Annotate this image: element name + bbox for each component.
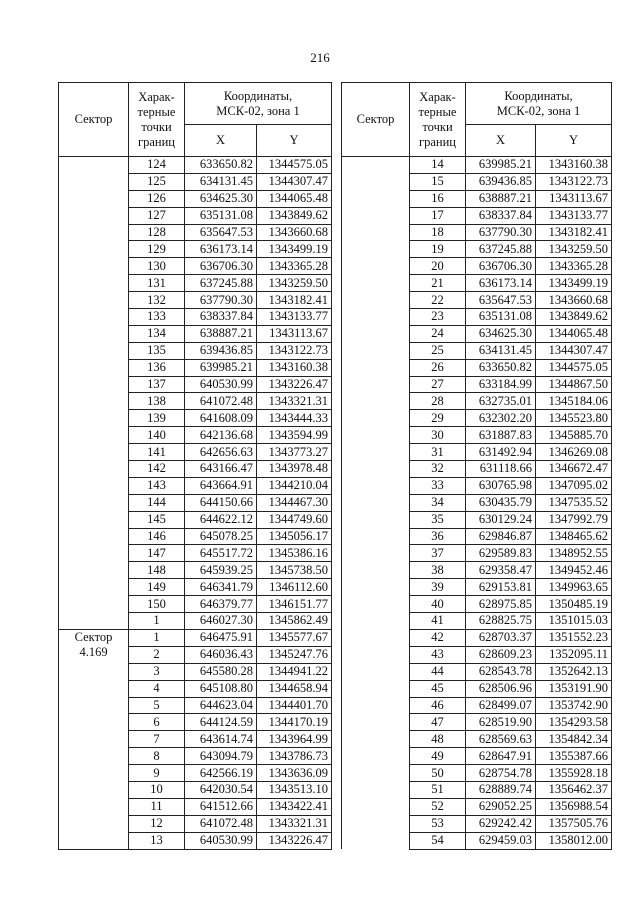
- point-cell: 37: [410, 545, 466, 562]
- y-cell: 1343365.28: [257, 258, 332, 275]
- point-cell: 131: [129, 275, 185, 292]
- point-cell: 23: [410, 309, 466, 326]
- y-cell: 1347095.02: [536, 477, 612, 494]
- x-cell: 630765.98: [466, 477, 536, 494]
- y-cell: 1344210.04: [257, 477, 332, 494]
- x-cell: 645580.28: [185, 663, 257, 680]
- x-cell: 628825.75: [466, 613, 536, 630]
- x-header: X: [466, 125, 536, 157]
- page-number: 216: [310, 50, 330, 65]
- point-cell: 124: [129, 157, 185, 174]
- y-cell: 1343513.10: [257, 781, 332, 798]
- x-cell: 634131.45: [466, 342, 536, 359]
- y-cell: 1348952.55: [536, 545, 612, 562]
- point-cell: 130: [129, 258, 185, 275]
- x-cell: 645078.25: [185, 528, 257, 545]
- y-cell: 1349452.46: [536, 562, 612, 579]
- x-cell: 631887.83: [466, 427, 536, 444]
- y-cell: 1353191.90: [536, 680, 612, 697]
- point-cell: 54: [410, 832, 466, 849]
- y-cell: 1343321.31: [257, 815, 332, 832]
- point-cell: 125: [129, 173, 185, 190]
- coordinates-table-right: [341, 82, 612, 850]
- y-cell: 1343978.48: [257, 461, 332, 478]
- x-cell: 633650.82: [185, 157, 257, 174]
- sector-cell: [342, 157, 410, 850]
- point-cell: 4: [129, 680, 185, 697]
- point-cell: 3: [129, 663, 185, 680]
- point-cell: 150: [129, 596, 185, 613]
- y-cell: 1344401.70: [257, 697, 332, 714]
- y-cell: 1343849.62: [257, 207, 332, 224]
- x-cell: 634625.30: [185, 190, 257, 207]
- y-cell: 1343321.31: [257, 393, 332, 410]
- sector-header: Сектор: [342, 83, 410, 157]
- x-cell: 641072.48: [185, 393, 257, 410]
- x-cell: 628506.96: [466, 680, 536, 697]
- point-cell: 149: [129, 579, 185, 596]
- coordinates-table-left: [58, 82, 332, 850]
- x-cell: 641072.48: [185, 815, 257, 832]
- point-cell: 5: [129, 697, 185, 714]
- x-cell: 638337.84: [466, 207, 536, 224]
- x-cell: 628499.07: [466, 697, 536, 714]
- point-cell: 129: [129, 241, 185, 258]
- y-cell: 1350485.19: [536, 596, 612, 613]
- y-cell: 1344867.50: [536, 376, 612, 393]
- x-cell: 629459.03: [466, 832, 536, 849]
- x-cell: 642030.54: [185, 781, 257, 798]
- y-cell: 1348465.62: [536, 528, 612, 545]
- y-cell: 1345386.16: [257, 545, 332, 562]
- y-cell: 1345184.06: [536, 393, 612, 410]
- y-cell: 1343226.47: [257, 832, 332, 849]
- point-cell: 22: [410, 292, 466, 309]
- point-cell: 42: [410, 629, 466, 646]
- x-cell: 629242.42: [466, 815, 536, 832]
- y-cell: 1344941.22: [257, 663, 332, 680]
- y-cell: 1345247.76: [257, 646, 332, 663]
- point-cell: 148: [129, 562, 185, 579]
- point-cell: 7: [129, 731, 185, 748]
- point-cell: 140: [129, 427, 185, 444]
- x-cell: 631492.94: [466, 444, 536, 461]
- point-cell: 13: [129, 832, 185, 849]
- point-cell: 36: [410, 528, 466, 545]
- x-cell: 629846.87: [466, 528, 536, 545]
- point-cell: 52: [410, 798, 466, 815]
- x-cell: 646027.30: [185, 613, 257, 630]
- x-cell: 646036.43: [185, 646, 257, 663]
- y-cell: 1343422.41: [257, 798, 332, 815]
- y-cell: 1343365.28: [536, 258, 612, 275]
- y-cell: 1352095.11: [536, 646, 612, 663]
- x-cell: 635131.08: [185, 207, 257, 224]
- y-cell: 1343182.41: [536, 224, 612, 241]
- x-cell: 642656.63: [185, 444, 257, 461]
- sector-cell: Сектор 4.169: [59, 629, 129, 849]
- y-cell: 1357505.76: [536, 815, 612, 832]
- point-cell: 38: [410, 562, 466, 579]
- y-cell: 1346269.08: [536, 444, 612, 461]
- x-cell: 636173.14: [185, 241, 257, 258]
- y-cell: 1344575.05: [257, 157, 332, 174]
- y-cell: 1347535.52: [536, 494, 612, 511]
- x-cell: 628975.85: [466, 596, 536, 613]
- y-cell: 1343594.99: [257, 427, 332, 444]
- y-cell: 1343773.27: [257, 444, 332, 461]
- x-cell: 643664.91: [185, 477, 257, 494]
- x-cell: 628703.37: [466, 629, 536, 646]
- point-cell: 29: [410, 410, 466, 427]
- x-cell: 643094.79: [185, 748, 257, 765]
- point-cell: 14: [410, 157, 466, 174]
- point-cell: 35: [410, 511, 466, 528]
- y-cell: 1349963.65: [536, 579, 612, 596]
- point-cell: 143: [129, 477, 185, 494]
- y-cell: 1343113.67: [536, 190, 612, 207]
- x-cell: 644124.59: [185, 714, 257, 731]
- points-header: Харак- терные точки границ: [410, 83, 466, 157]
- point-cell: 41: [410, 613, 466, 630]
- y-cell: 1346151.77: [257, 596, 332, 613]
- y-header: Y: [257, 125, 332, 157]
- y-cell: 1351552.23: [536, 629, 612, 646]
- x-cell: 636706.30: [185, 258, 257, 275]
- x-cell: 636706.30: [466, 258, 536, 275]
- x-cell: 638337.84: [185, 309, 257, 326]
- point-cell: 48: [410, 731, 466, 748]
- y-cell: 1343786.73: [257, 748, 332, 765]
- y-cell: 1345056.17: [257, 528, 332, 545]
- y-cell: 1347992.79: [536, 511, 612, 528]
- x-cell: 639436.85: [185, 342, 257, 359]
- point-cell: 10: [129, 781, 185, 798]
- point-cell: 43: [410, 646, 466, 663]
- point-cell: 126: [129, 190, 185, 207]
- point-cell: 1: [129, 629, 185, 646]
- point-cell: 17: [410, 207, 466, 224]
- point-cell: 18: [410, 224, 466, 241]
- x-cell: 642566.19: [185, 765, 257, 782]
- point-cell: 9: [129, 765, 185, 782]
- x-cell: 629589.83: [466, 545, 536, 562]
- point-cell: 19: [410, 241, 466, 258]
- y-cell: 1343226.47: [257, 376, 332, 393]
- point-cell: 2: [129, 646, 185, 663]
- y-cell: 1344307.47: [536, 342, 612, 359]
- y-cell: 1344065.48: [536, 325, 612, 342]
- y-cell: 1344575.05: [536, 359, 612, 376]
- y-header: Y: [536, 125, 612, 157]
- y-cell: 1343964.99: [257, 731, 332, 748]
- x-cell: 639985.21: [185, 359, 257, 376]
- point-cell: 44: [410, 663, 466, 680]
- point-cell: 33: [410, 477, 466, 494]
- x-cell: 643614.74: [185, 731, 257, 748]
- x-cell: 628647.91: [466, 748, 536, 765]
- y-cell: 1343259.50: [536, 241, 612, 258]
- point-cell: 24: [410, 325, 466, 342]
- y-cell: 1343113.67: [257, 325, 332, 342]
- point-cell: 12: [129, 815, 185, 832]
- point-cell: 50: [410, 765, 466, 782]
- y-cell: 1356988.54: [536, 798, 612, 815]
- y-cell: 1344065.48: [257, 190, 332, 207]
- x-cell: 646379.77: [185, 596, 257, 613]
- point-cell: 132: [129, 292, 185, 309]
- x-cell: 632735.01: [466, 393, 536, 410]
- y-cell: 1353742.90: [536, 697, 612, 714]
- point-cell: 28: [410, 393, 466, 410]
- x-cell: 636173.14: [466, 275, 536, 292]
- y-cell: 1344658.94: [257, 680, 332, 697]
- x-cell: 646341.79: [185, 579, 257, 596]
- x-cell: 637790.30: [185, 292, 257, 309]
- point-cell: 11: [129, 798, 185, 815]
- x-cell: 638887.21: [185, 325, 257, 342]
- points-header: Харак- терные точки границ: [129, 83, 185, 157]
- coordinates-header: Координаты, МСК-02, зона 1: [466, 83, 612, 125]
- x-cell: 633650.82: [466, 359, 536, 376]
- x-cell: 628519.90: [466, 714, 536, 731]
- x-cell: 628569.63: [466, 731, 536, 748]
- x-cell: 645939.25: [185, 562, 257, 579]
- y-cell: 1343182.41: [257, 292, 332, 309]
- table-row: [59, 157, 332, 174]
- y-cell: 1344307.47: [257, 173, 332, 190]
- y-cell: 1356462.37: [536, 781, 612, 798]
- point-cell: 15: [410, 173, 466, 190]
- point-cell: 134: [129, 325, 185, 342]
- point-cell: 31: [410, 444, 466, 461]
- x-cell: 645517.72: [185, 545, 257, 562]
- x-cell: 645108.80: [185, 680, 257, 697]
- x-cell: 629358.47: [466, 562, 536, 579]
- y-cell: 1343122.73: [257, 342, 332, 359]
- y-cell: 1354842.34: [536, 731, 612, 748]
- point-cell: 16: [410, 190, 466, 207]
- y-cell: 1343499.19: [257, 241, 332, 258]
- y-cell: 1343660.68: [536, 292, 612, 309]
- point-cell: 25: [410, 342, 466, 359]
- x-cell: 635647.53: [185, 224, 257, 241]
- point-cell: 137: [129, 376, 185, 393]
- point-cell: 139: [129, 410, 185, 427]
- point-cell: 32: [410, 461, 466, 478]
- y-cell: 1345862.49: [257, 613, 332, 630]
- x-cell: 628889.74: [466, 781, 536, 798]
- y-cell: 1343259.50: [257, 275, 332, 292]
- x-cell: 634131.45: [185, 173, 257, 190]
- x-cell: 635647.53: [466, 292, 536, 309]
- y-cell: 1343849.62: [536, 309, 612, 326]
- table-row: [342, 157, 612, 174]
- point-cell: 20: [410, 258, 466, 275]
- point-cell: 142: [129, 461, 185, 478]
- x-cell: 641512.66: [185, 798, 257, 815]
- y-cell: 1344170.19: [257, 714, 332, 731]
- x-cell: 633184.99: [466, 376, 536, 393]
- x-cell: 640530.99: [185, 376, 257, 393]
- y-cell: 1343444.33: [257, 410, 332, 427]
- point-cell: 146: [129, 528, 185, 545]
- y-cell: 1343133.77: [257, 309, 332, 326]
- point-cell: 136: [129, 359, 185, 376]
- x-cell: 641608.09: [185, 410, 257, 427]
- y-cell: 1344749.60: [257, 511, 332, 528]
- table-row: [59, 629, 332, 646]
- x-cell: 628609.23: [466, 646, 536, 663]
- y-cell: 1343636.09: [257, 765, 332, 782]
- point-cell: 26: [410, 359, 466, 376]
- x-cell: 629153.81: [466, 579, 536, 596]
- x-cell: 643166.47: [185, 461, 257, 478]
- point-cell: 53: [410, 815, 466, 832]
- coordinates-header: Координаты, МСК-02, зона 1: [185, 83, 332, 125]
- x-cell: 637245.88: [466, 241, 536, 258]
- x-cell: 634625.30: [466, 325, 536, 342]
- point-cell: 128: [129, 224, 185, 241]
- point-cell: 21: [410, 275, 466, 292]
- y-cell: 1355387.66: [536, 748, 612, 765]
- y-cell: 1343122.73: [536, 173, 612, 190]
- x-cell: 632302.20: [466, 410, 536, 427]
- y-cell: 1343160.38: [257, 359, 332, 376]
- point-cell: 51: [410, 781, 466, 798]
- point-cell: 135: [129, 342, 185, 359]
- x-cell: 628754.78: [466, 765, 536, 782]
- point-cell: 45: [410, 680, 466, 697]
- y-cell: 1343499.19: [536, 275, 612, 292]
- x-cell: 635131.08: [466, 309, 536, 326]
- y-cell: 1345523.80: [536, 410, 612, 427]
- x-cell: 644150.66: [185, 494, 257, 511]
- x-cell: 638887.21: [466, 190, 536, 207]
- point-cell: 27: [410, 376, 466, 393]
- x-cell: 640530.99: [185, 832, 257, 849]
- sector-header: Сектор: [59, 83, 129, 157]
- x-cell: 630435.79: [466, 494, 536, 511]
- y-cell: 1351015.03: [536, 613, 612, 630]
- y-cell: 1352642.13: [536, 663, 612, 680]
- point-cell: 34: [410, 494, 466, 511]
- x-cell: 629052.25: [466, 798, 536, 815]
- y-cell: 1343160.38: [536, 157, 612, 174]
- y-cell: 1354293.58: [536, 714, 612, 731]
- x-cell: 644622.12: [185, 511, 257, 528]
- x-header: X: [185, 125, 257, 157]
- x-cell: 646475.91: [185, 629, 257, 646]
- x-cell: 642136.68: [185, 427, 257, 444]
- point-cell: 127: [129, 207, 185, 224]
- point-cell: 144: [129, 494, 185, 511]
- point-cell: 47: [410, 714, 466, 731]
- point-cell: 49: [410, 748, 466, 765]
- x-cell: 631118.66: [466, 461, 536, 478]
- y-cell: 1346112.60: [257, 579, 332, 596]
- y-cell: 1343133.77: [536, 207, 612, 224]
- x-cell: 644623.04: [185, 697, 257, 714]
- x-cell: 630129.24: [466, 511, 536, 528]
- y-cell: 1343660.68: [257, 224, 332, 241]
- y-cell: 1346672.47: [536, 461, 612, 478]
- point-cell: 141: [129, 444, 185, 461]
- y-cell: 1344467.30: [257, 494, 332, 511]
- point-cell: 30: [410, 427, 466, 444]
- x-cell: 637245.88: [185, 275, 257, 292]
- y-cell: 1345738.50: [257, 562, 332, 579]
- sector-cell: [59, 157, 129, 630]
- point-cell: 147: [129, 545, 185, 562]
- point-cell: 133: [129, 309, 185, 326]
- point-cell: 145: [129, 511, 185, 528]
- x-cell: 639436.85: [466, 173, 536, 190]
- x-cell: 639985.21: [466, 157, 536, 174]
- y-cell: 1345577.67: [257, 629, 332, 646]
- point-cell: 6: [129, 714, 185, 731]
- x-cell: 628543.78: [466, 663, 536, 680]
- y-cell: 1358012.00: [536, 832, 612, 849]
- point-cell: 138: [129, 393, 185, 410]
- point-cell: 46: [410, 697, 466, 714]
- point-cell: 40: [410, 596, 466, 613]
- y-cell: 1345885.70: [536, 427, 612, 444]
- point-cell: 39: [410, 579, 466, 596]
- point-cell: 8: [129, 748, 185, 765]
- x-cell: 637790.30: [466, 224, 536, 241]
- y-cell: 1355928.18: [536, 765, 612, 782]
- point-cell: 1: [129, 613, 185, 630]
